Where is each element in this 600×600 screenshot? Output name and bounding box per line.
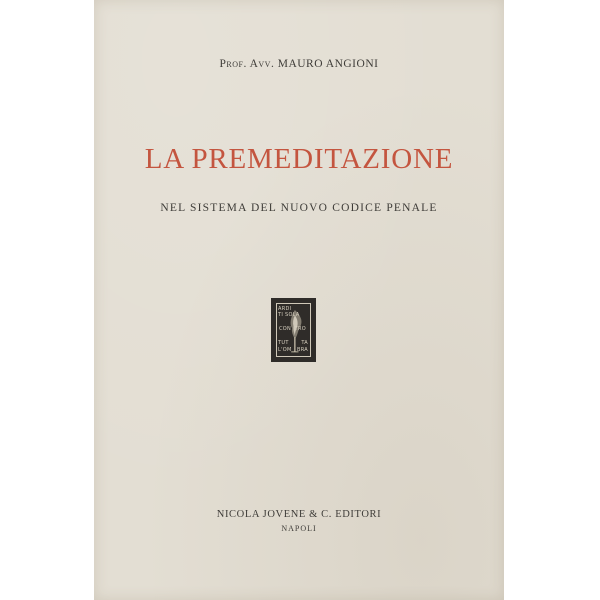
emblem-text-2: TI SOLA	[278, 312, 300, 318]
emblem-text-5: TUT	[278, 340, 289, 346]
emblem-text-1: ARDI	[278, 306, 292, 312]
publisher-city: NAPOLI	[281, 524, 317, 533]
book-subtitle: NEL SISTEMA DEL NUOVO CODICE PENALE	[160, 202, 438, 214]
emblem-text-6: TA	[301, 340, 308, 346]
book-title: LA PREMEDITAZIONE	[144, 143, 454, 175]
emblem-text-4: TRO	[294, 326, 306, 332]
author-name: MAURO ANGIONI	[277, 58, 379, 70]
emblem-text-8: BRA	[296, 347, 308, 353]
emblem-text-7: L'OM	[278, 347, 292, 353]
publisher-emblem	[271, 298, 316, 362]
book-cover	[94, 0, 504, 600]
author-line	[94, 58, 504, 70]
author-prefix: Prof. Avv.	[219, 58, 275, 70]
emblem-text-3: CON	[279, 326, 292, 332]
publisher-name: NICOLA JOVENE & C. EDITORI	[216, 509, 382, 520]
